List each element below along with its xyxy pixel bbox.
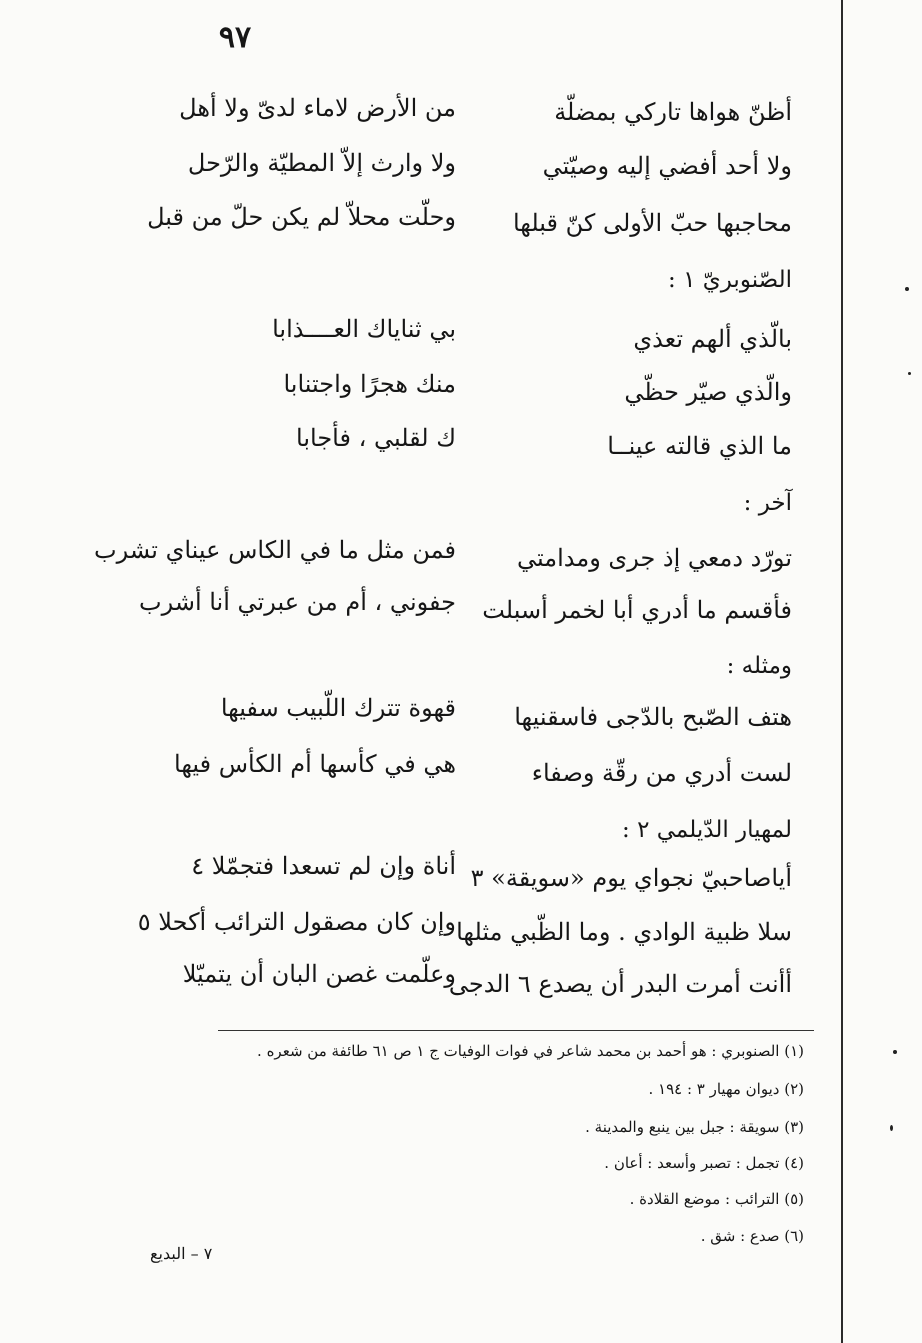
verse-7-left-hemistich: فمن مثل ما في الكاس عيناي تشرب	[94, 536, 456, 564]
verse-3-right-hemistich: محاجبها حبّ الأولى كنّ قبلها	[512, 209, 792, 237]
verse-6-right-hemistich: ما الذي قالته عينــا	[607, 432, 792, 460]
verse-11-right-hemistich: أياصاحبيّ نجواي يوم «سويقة» ٣	[470, 864, 792, 892]
footnote-rule	[218, 1030, 814, 1031]
verse-1-left-hemistich: من الأرض لاماء لدىّ ولا أهل	[179, 94, 456, 122]
verse-1-right-hemistich: أظنّ هواها تاركي بمضلّة	[554, 98, 792, 126]
verse-8-left-hemistich: جفوني ، أم من عبرتي أنا أشرب	[139, 588, 456, 616]
footnote-4: (٤) تجمل : تصبر وأسعد : أعان .	[604, 1154, 804, 1172]
scan-speck	[905, 287, 909, 291]
page-footer-signature: ٧ – البديع	[150, 1244, 213, 1263]
verse-10-left-hemistich: هي في كأسها أم الكأس فيها	[174, 750, 456, 778]
verse-12-right-hemistich: سلا ظبية الوادي . وما الظّبي مثلها	[456, 918, 792, 946]
footnote-6: (٦) صدع : شق .	[700, 1227, 804, 1245]
verse-8-right-hemistich: فأقسم ما أدري أبا لخمر أسبلت	[482, 596, 792, 624]
footnote-1: (١) الصنوبري : هو أحمد بن محمد شاعر في فوات الوفيات ج ١ ص ٦١ طائفة من شعره .	[257, 1042, 804, 1060]
verse-5-right-hemistich: والّذي صيّر حظّي	[624, 378, 792, 406]
scan-speck	[890, 1125, 893, 1131]
verse-9-left-hemistich: قهوة تترك اللّبيب سفيها	[220, 694, 456, 722]
verse-7-right-hemistich: تورّد دمعي إذ جرى ومدامتي	[516, 544, 792, 572]
section-heading-mithluhu: ومثله :	[726, 653, 792, 679]
verse-13-right-hemistich: أأنت أمرت البدر أن يصدع ٦ الدجى	[448, 970, 792, 998]
verse-9-right-hemistich: هتف الصّبح بالدّجى فاسقنيها	[514, 703, 792, 731]
verse-10-right-hemistich: لست أدري من رقّة وصفاء	[531, 759, 792, 787]
verse-2-left-hemistich: ولا وارث إلاّ المطيّة والرّحل	[187, 149, 456, 177]
verse-11-left-hemistich: أناة وإن لم تسعدا فتجمّلا ٤	[191, 852, 456, 880]
page-number: ٩٧	[218, 20, 252, 55]
page-edge-rule	[841, 0, 843, 1343]
section-heading-mihyar: لمهيار الدّيلمي ٢ :	[622, 817, 792, 843]
verse-6-left-hemistich: ك لقلبي ، فأجابا	[296, 424, 456, 452]
verse-4-left-hemistich: بي ثناياك العــــذابا	[272, 315, 456, 343]
verse-5-left-hemistich: منك هجرًا واجتنابا	[283, 370, 456, 398]
scan-speck	[908, 372, 911, 375]
section-heading-sanawbari: الصّنوبريّ ١ :	[668, 267, 792, 293]
verse-3-left-hemistich: وحلّت محلاّ لم يكن حلّ من قبل	[147, 203, 456, 231]
verse-4-right-hemistich: بالّذي ألهم تعذي	[633, 325, 792, 353]
scan-speck	[893, 1050, 897, 1054]
footnote-3: (٣) سويقة : جبل بين ينبع والمدينة .	[585, 1118, 804, 1136]
verse-13-left-hemistich: وعلّمت غصن البان أن يتميّلا	[182, 960, 456, 988]
footnote-5: (٥) الترائب : موضع القلادة .	[629, 1190, 804, 1208]
footnote-2: (٢) ديوان مهيار ٣ : ١٩٤ .	[648, 1080, 804, 1098]
verse-2-right-hemistich: ولا أحد أفضي إليه وصيّتي	[542, 152, 792, 180]
verse-12-left-hemistich: وإن كان مصقول الترائب أكحلا ٥	[137, 908, 456, 936]
section-heading-akhar: آخر :	[743, 490, 792, 516]
